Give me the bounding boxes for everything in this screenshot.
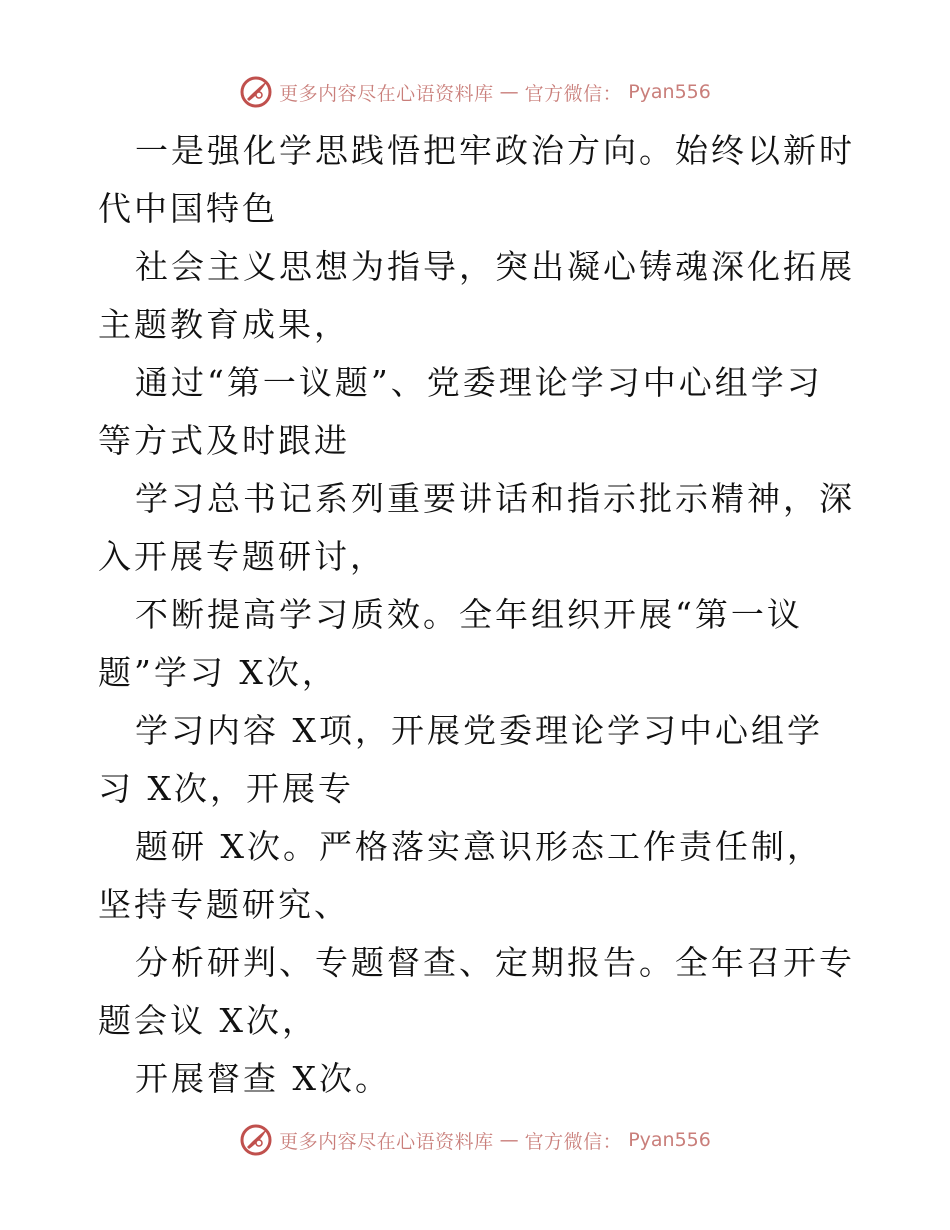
quill-logo-icon [239,1123,273,1157]
paragraph-2: 社会主义思想为指导，突出凝心铸魂深化拓展主题教育成果， [98,247,855,344]
paragraph-5: 不断提高学习质效。全年组织开展“第一议题”学习 X次， [98,595,803,692]
watermark-handle: Pyan556 [628,81,711,103]
paragraph-9: 开展督查 X次。 [135,1059,391,1098]
watermark-separator: — [499,81,519,103]
document-body [98,122,858,1108]
paragraph-1: 一是强化学思践悟把牢政治方向。始终以新时代中国特色 [98,131,855,228]
paragraph-4: 学习总书记系列重要讲话和指示批示精神，深入开展专题研讨， [98,479,855,576]
watermark-wechat-label: 官方微信： [524,82,623,105]
paragraph-6: 学习内容 X项，开展党委理论学习中心组学习 X次，开展专 [98,711,823,808]
watermark-separator: — [499,1129,519,1151]
paragraph-7: 题研 X次。严格落实意识形态工作责任制，坚持专题研究、 [98,827,823,924]
footer-watermark [0,1120,950,1160]
watermark-text: 更多内容尽在心语资料库 [279,1130,494,1153]
header-watermark [0,72,950,112]
watermark-handle: Pyan556 [628,1129,711,1151]
paragraph-3: 通过“第一议题”、党委理论学习中心组学习等方式及时跟进 [98,363,823,460]
paragraph-8: 分析研判、专题督查、定期报告。全年召开专题会议 X次， [98,943,855,1040]
watermark-wechat-label: 官方微信： [524,1130,623,1153]
quill-logo-icon [239,75,273,109]
watermark-text: 更多内容尽在心语资料库 [279,82,494,105]
